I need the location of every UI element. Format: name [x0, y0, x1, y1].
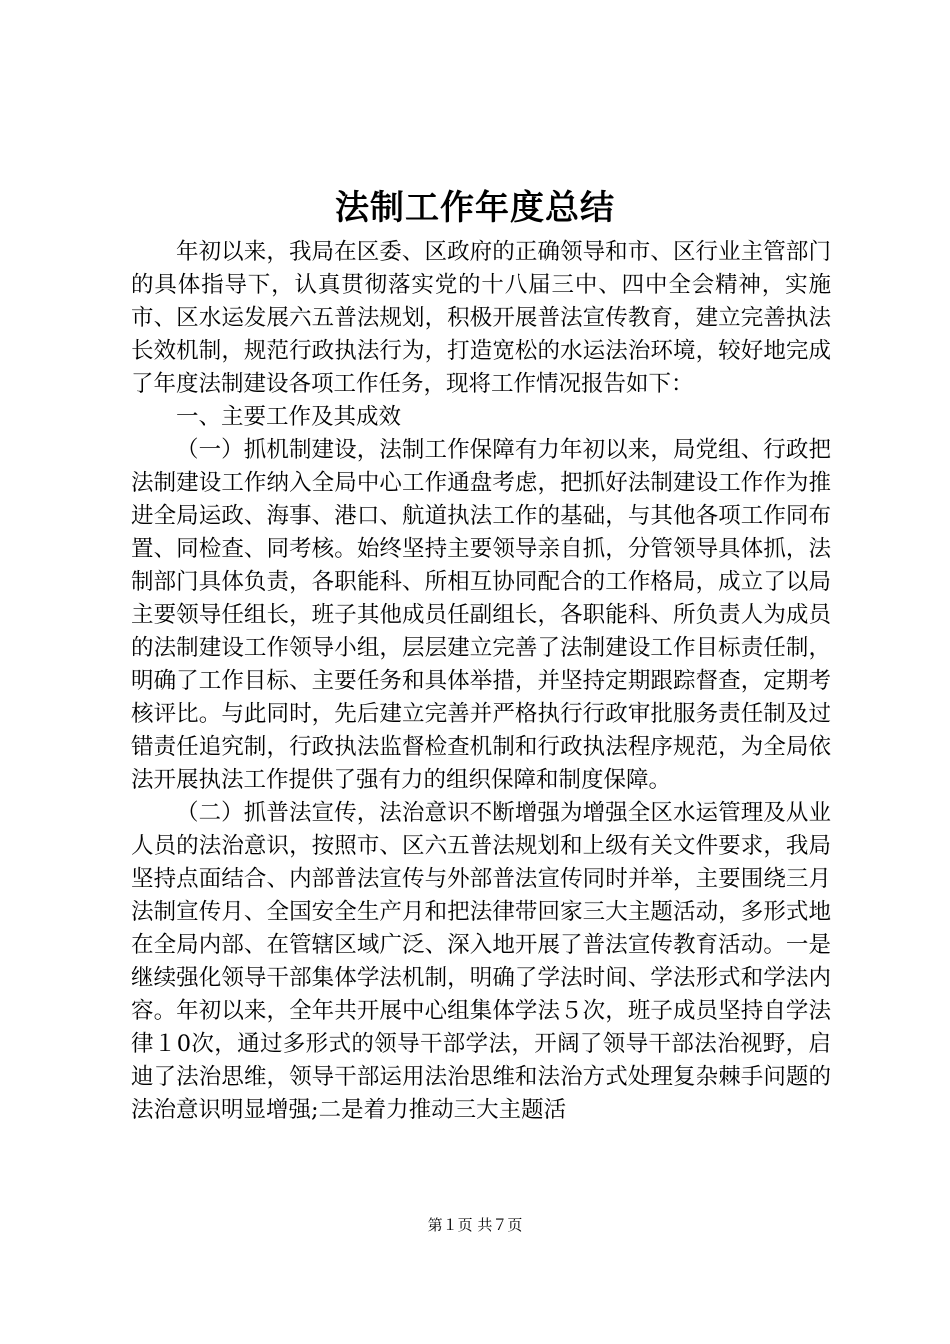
- page-footer: 第１页 共７页: [427, 1216, 523, 1234]
- document-title: 法制工作年度总结: [335, 188, 615, 228]
- section-heading: 一、主要工作及其成效: [176, 404, 402, 430]
- document-body: [131, 236, 831, 1127]
- paragraph-publicity: （二）抓普法宣传，法治意识不断增强为增强全区水运管理及从业人员的法治意识，按照市、区六五普法规划和上级有关文件要求，我局坚持点面结合、内部普法宣传与外部普法宣传同时并举，主要围绕三月法制宣传月、全国安全生产月和把法律带回家三大主题活动，多形式地在全局内部、在管辖区域广泛、深入地开展了普法宣传教育活动。一是继续强化领导干部集体学法机制，明确了学法时间、学法形式和学法内容。年初以来，全年共开展中心组集体学法５次，班子成员坚持自学法律１0次，通过多形式的领导干部学法，开阔了领导干部法治视野，启迪了法治思维，领导干部运用法治思维和法治方式处理复杂棘手问题的法治意识明显增强;二是着力推动三大主题活: [131, 800, 831, 1123]
- paragraph-intro: 年初以来，我局在区委、区政府的正确领导和市、区行业主管部门的具体指导下，认真贯彻落实党的十八届三中、四中全会精神，实施市、区水运发展六五普法规划，积极开展普法宣传教育，建立完善执法长效机制，规范行政执法行为，打造宽松的水运法治环境，较好地完成了年度法制建设各项工作任务，现将工作情况报告如下：: [131, 239, 831, 397]
- paragraph-mechanism: （一）抓机制建设，法制工作保障有力年初以来，局党组、行政把法制建设工作纳入全局中心工作通盘考虑，把抓好法制建设工作作为推进全局运政、海事、港口、航道执法工作的基础，与其他各项工作同布置、同检查、同考核。始终坚持主要领导亲自抓，分管领导具体抓，法制部门具体负责，各职能科、所相互协同配合的工作格局，成立了以局主要领导任组长，班子其他成员任副组长，各职能科、所负责人为成员的法制建设工作领导小组，层层建立完善了法制建设工作目标责任制，明确了工作目标、主要任务和具体举措，并坚持定期跟踪督查，定期考核评比。与此同时，先后建立完善并严格执行行政审批服务责任制及过错责任追究制，行政执法监督检查机制和行政执法程序规范，为全局依法开展执法工作提供了强有力的组织保障和制度保障。: [131, 437, 831, 793]
